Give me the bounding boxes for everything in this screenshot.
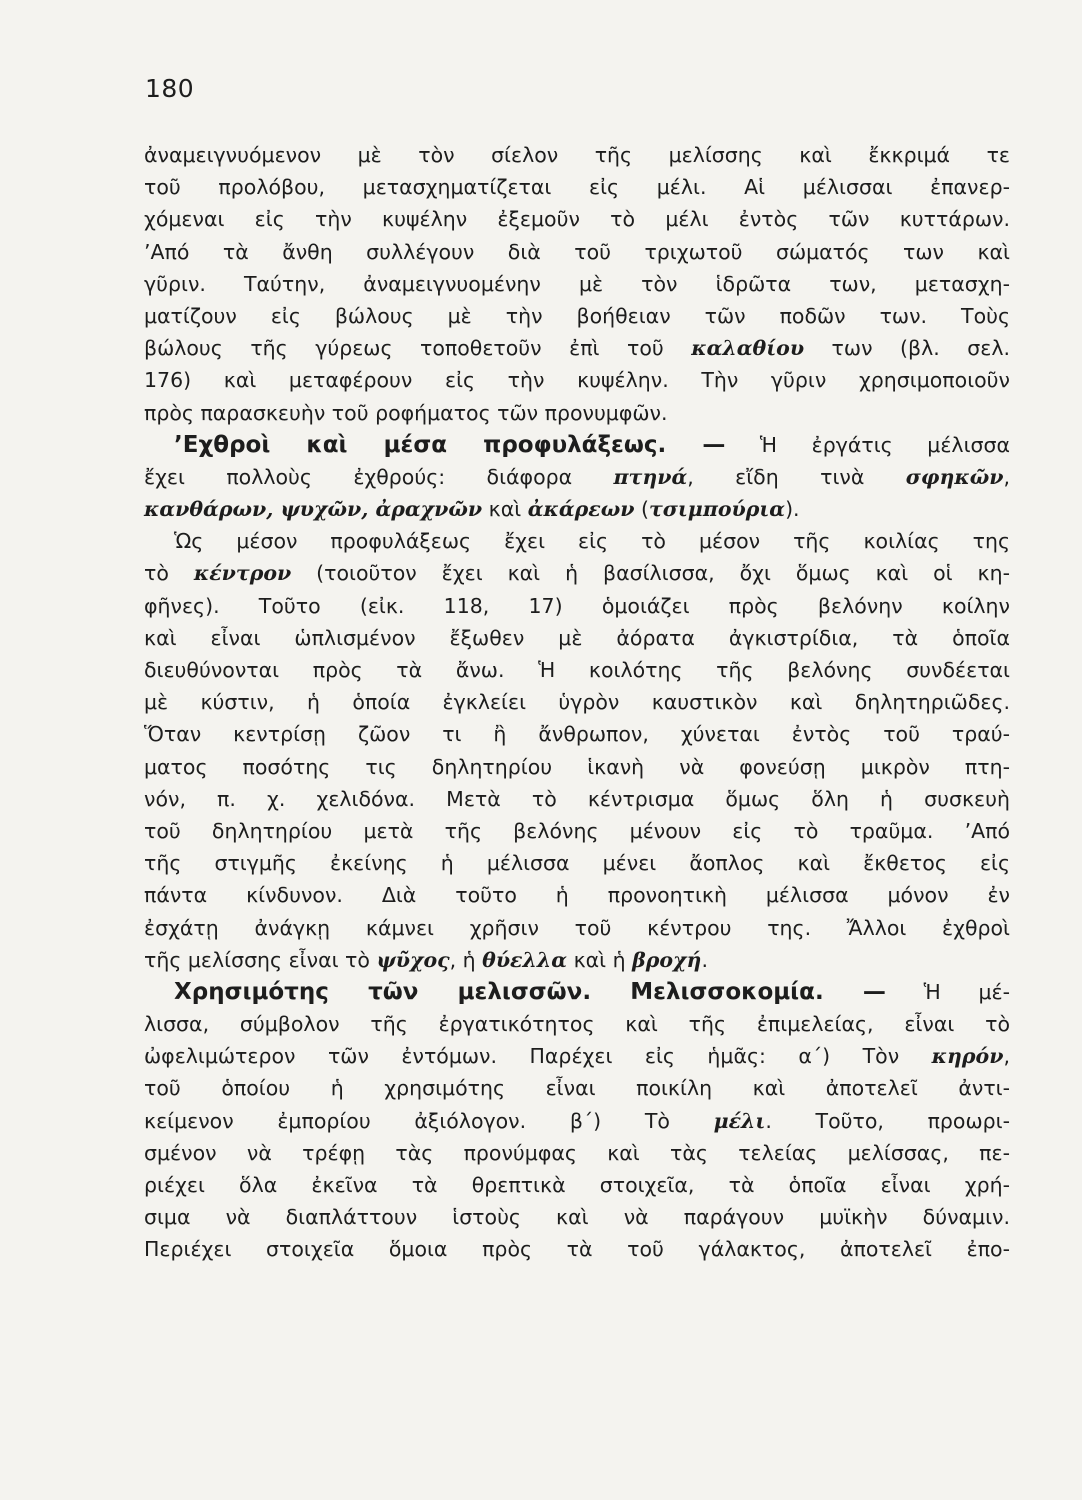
text-line: ριέχει ὅλα ἐκεῖνα τὰ θρεπτικὰ στοιχεῖα, τὰ ὁποῖα εἶναι χρή-	[144, 1173, 1010, 1197]
text-line: πρὸς παρασκευὴν τοῦ ροφήματος τῶν προνυμφῶν.	[144, 400, 668, 425]
text-line: σιμα νὰ διαπλάττουν ἱστοὺς καὶ νὰ παράγουν μυϊκὴν δύναμιν.	[144, 1205, 1010, 1230]
text-line: τῆς μελίσσης εἶναι τὸ ψῦχος, ἡ θύελλα καὶ ἡ βροχή.	[144, 947, 708, 972]
text-line: πάντα κίνδυνον. Διὰ τοῦτο ἡ προνοητικὴ μέλισσα μόνον ἐν	[144, 883, 1010, 908]
emphasis-term: βροχή	[632, 947, 702, 972]
text-line: λισσα, σύμβολον τῆς ἐργατικότητος καὶ τῆς ἐπιμελείας, εἶναι τὸ	[144, 1012, 1010, 1037]
text-line: τοῦ προλόβου, μετασχηματίζεται εἰς μέλι. Αἱ μέλισσαι ἐπανερ-	[144, 175, 1010, 200]
text-line: μὲ κύστιν, ἡ ὁποία ἐγκλείει ὑγρὸν καυστικὸν καὶ δηλητηριῶδες.	[144, 690, 1010, 715]
emphasis-term: ἀκάρεων	[527, 497, 635, 522]
body-text	[144, 139, 1010, 1266]
text-line: βώλους τῆς γύρεως τοποθετοῦν ἐπὶ τοῦ καλαθίου των (βλ. σελ.	[144, 336, 1011, 361]
emphasis-term: κέντρον	[193, 561, 292, 586]
section-heading-line: ’Εχθροὶ καὶ μέσα προφυλάξεως. — Ἡ ἐργάτις μέλισσα	[174, 431, 1010, 458]
text-line: χόμεναι εἰς τὴν κυψέλην ἐξεμοῦν τὸ μέλι ἐντὸς τῶν κυττάρων.	[144, 207, 1010, 232]
text-line: ματίζουν εἰς βώλους μὲ τὴν βοήθειαν τῶν ποδῶν των. Τοὺς	[144, 303, 1010, 328]
emphasis-term: τσιμπούρια	[648, 497, 786, 522]
text-line: τοῦ δηλητηρίου μετὰ τῆς βελόνης μένουν εἰς τὸ τραῦμα. ’Από	[144, 818, 1010, 843]
emphasis-term: καλαθίου	[691, 336, 805, 361]
text-line: γῦριν. Ταύτην, ἀναμειγνυομένην μὲ τὸν ἱδρῶτα των, μετασχη-	[144, 271, 1010, 296]
text-line: ’Από τὰ ἄνθη συλλέγουν διὰ τοῦ τριχωτοῦ σώματός των καὶ	[144, 239, 1010, 264]
text-line: τοῦ ὁποίου ἡ χρησιμότης εἶναι ποικίλη καὶ ἀποτελεῖ ἀντι-	[144, 1076, 1010, 1101]
page-number: 180	[145, 74, 195, 103]
emphasis-term: κηρόν	[931, 1044, 1004, 1069]
emphasis-term: πτηνά	[613, 464, 688, 489]
section-heading-line: Χρησιμότης τῶν μελισσῶν. Μελισσοκομία. — Ἡ μέ-	[174, 978, 1010, 1005]
text-line: ἔχει πολλοὺς ἐχθρούς: διάφορα πτηνά, εἴδη τινὰ σφηκῶν,	[144, 464, 1010, 489]
emphasis-term: σφηκῶν	[905, 464, 1004, 489]
text-line: σμένον νὰ τρέφῃ τὰς προνύμφας καὶ τὰς τελείας μελίσσας, πε-	[144, 1140, 1010, 1165]
text-line: 176) καὶ μεταφέρουν εἰς τὴν κυψέλην. Τὴν γῦριν χρησιμοποιοῦν	[144, 368, 1010, 393]
text-line: κανθάρων, ψυχῶν, ἀραχνῶν καὶ ἀκάρεων (τσιμπούρια).	[144, 497, 800, 522]
section-heading: ’Εχθροὶ καὶ μέσα προφυλάξεως. —	[174, 431, 726, 458]
text-line: καὶ εἶναι ὡπλισμένον ἔξωθεν μὲ ἀόρατα ἀγκιστρίδια, τὰ ὁποῖα	[144, 625, 1010, 650]
text-line: διευθύνονται πρὸς τὰ ἄνω. Ἡ κοιλότης τῆς βελόνης συνδέεται	[144, 658, 1010, 682]
text-line: τῆς στιγμῆς ἐκείνης ἡ μέλισσα μένει ἄοπλος καὶ ἔκθετος εἰς	[144, 851, 1010, 876]
text-line: φῆνες). Τοῦτο (εἰκ. 118, 17) ὁμοιάζει πρὸς βελόνην κοίλην	[144, 593, 1010, 618]
emphasis-term: ψῦχος	[376, 947, 450, 972]
emphasis-term: θύελλα	[482, 947, 568, 972]
text-line: ὠφελιμώτερον τῶν ἐντόμων. Παρέχει εἰς ἡμᾶς: α´) Τὸν κηρόν,	[144, 1044, 1010, 1069]
text-line: νόν, π. χ. χελιδόνα. Μετὰ τὸ κέντρισμα ὅμως ὅλη ἡ συσκευὴ	[144, 786, 1010, 811]
text-line: ματος ποσότης τις δηλητηρίου ἱκανὴ νὰ φονεύσῃ μικρὸν πτη-	[144, 754, 1010, 779]
text-line: Ὅταν κεντρίσῃ ζῶον τι ἢ ἄνθρωπον, χύνεται ἐντὸς τοῦ τραύ-	[144, 722, 1010, 747]
emphasis-term: μέλι	[713, 1108, 766, 1133]
text-line: κείμενον ἐμπορίου ἀξιόλογον. β´) Τὸ μέλι. Τοῦτο, προωρι-	[144, 1108, 1010, 1133]
section-heading: Χρησιμότης τῶν μελισσῶν. Μελισσοκομία. —	[174, 978, 886, 1005]
text-line: ἐσχάτῃ ἀνάγκῃ κάμνει χρῆσιν τοῦ κέντρου της. Ἄλλοι ἐχθροὶ	[144, 915, 1010, 940]
text-line: Περιέχει στοιχεῖα ὅμοια πρὸς τὰ τοῦ γάλακτος, ἀποτελεῖ ἐπο-	[144, 1237, 1010, 1262]
text-line: ἀναμειγνυόμενον μὲ τὸν σίελον τῆς μελίσσης καὶ ἔκκριμά τε	[144, 143, 1010, 167]
text-line: τὸ κέντρον (τοιοῦτον ἔχει καὶ ἡ βασίλισσα, ὄχι ὅμως καὶ οἱ κη-	[144, 561, 1010, 586]
emphasis-term: κανθάρων, ψυχῶν, ἀραχνῶν	[144, 497, 483, 522]
text-line: Ὡς μέσον προφυλάξεως ἔχει εἰς τὸ μέσον τῆς κοιλίας της	[174, 529, 1010, 554]
